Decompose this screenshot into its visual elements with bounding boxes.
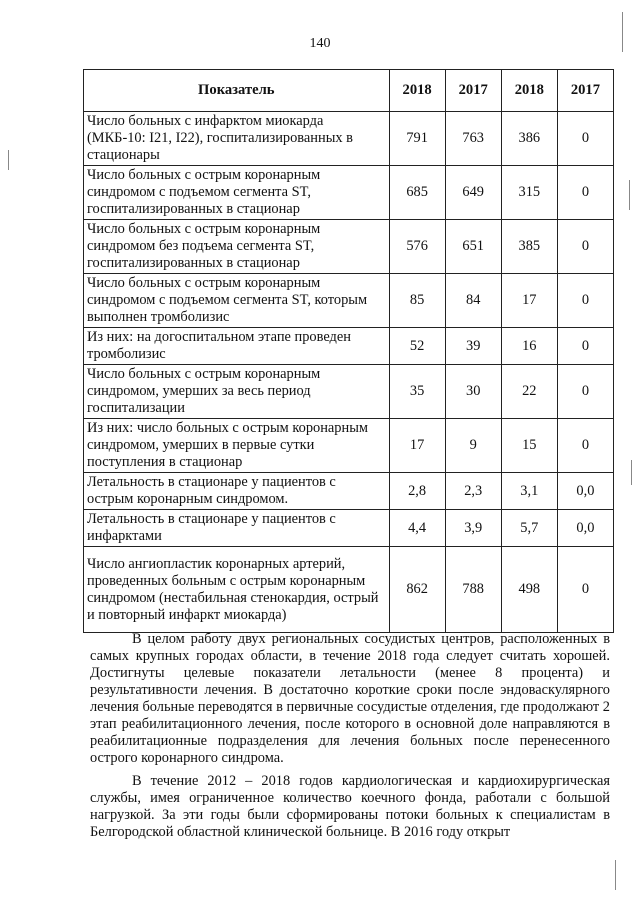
cell-value: 0 — [557, 547, 613, 633]
statistics-table — [83, 69, 614, 633]
cell-value: 2,8 — [389, 473, 445, 510]
row-label: Из них: на догоспитальном этапе проведен тромболизис — [84, 328, 390, 365]
table-row — [84, 274, 614, 328]
cell-value: 30 — [445, 365, 501, 419]
row-label: Число больных с острым коронарным синдромом с подъемом сегмента ST, госпитализированных в стационар — [84, 166, 390, 220]
table-row — [84, 112, 614, 166]
header-year: 2017 — [557, 70, 613, 112]
cell-value: 576 — [389, 220, 445, 274]
cell-value: 0 — [557, 166, 613, 220]
table-row — [84, 419, 614, 473]
cell-value: 3,1 — [501, 473, 557, 510]
header-year: 2018 — [501, 70, 557, 112]
cell-value: 685 — [389, 166, 445, 220]
row-label: Число больных с острым коронарным синдромом с подъемом сегмента ST, которым выполнен тромболизис — [84, 274, 390, 328]
body-text — [90, 631, 610, 847]
table-row — [84, 220, 614, 274]
cell-value: 16 — [501, 328, 557, 365]
cell-value: 17 — [501, 274, 557, 328]
cell-value: 22 — [501, 365, 557, 419]
cell-value: 862 — [389, 547, 445, 633]
cell-value: 0 — [557, 274, 613, 328]
row-label: Число больных с острым коронарным синдромом без подъема сегмента ST, госпитализированных в стационар — [84, 220, 390, 274]
paragraph: В течение 2012 – 2018 годов кардиологическая и кардиохирургическая службы, имея ограниченное количество коечного фонда, работали с большой нагрузкой. За эти годы были сформированы потоки больных к специалистам в Белгородской областной клинической больнице. В 2016 году открыт — [90, 773, 610, 840]
cell-value: 84 — [445, 274, 501, 328]
scan-artifact — [629, 180, 630, 210]
row-label: Число больных с инфарктом миокарда (МКБ-10: I21, I22), госпитализированных в стационары — [84, 112, 390, 166]
cell-value: 0 — [557, 220, 613, 274]
cell-value: 0 — [557, 112, 613, 166]
cell-value: 4,4 — [389, 510, 445, 547]
cell-value: 649 — [445, 166, 501, 220]
cell-value: 3,9 — [445, 510, 501, 547]
cell-value: 763 — [445, 112, 501, 166]
cell-value: 2,3 — [445, 473, 501, 510]
header-year: 2018 — [389, 70, 445, 112]
row-label: Число ангиопластик коронарных артерий, проведенных больным с острым коронарным синдромом (нестабильная стенокардия, острый и повторный инфаркт миокарда) — [84, 547, 390, 633]
page-number: 140 — [309, 36, 331, 51]
cell-value: 0 — [557, 419, 613, 473]
header-indicator: Показатель — [84, 70, 390, 112]
cell-value: 52 — [389, 328, 445, 365]
cell-value: 39 — [445, 328, 501, 365]
table-row — [84, 547, 614, 633]
cell-value: 0,0 — [557, 473, 613, 510]
table-row — [84, 473, 614, 510]
row-label: Летальность в стационаре у пациентов с острым коронарным синдромом. — [84, 473, 390, 510]
scan-artifact — [8, 150, 9, 170]
scan-artifact — [622, 12, 623, 52]
cell-value: 0 — [557, 365, 613, 419]
cell-value: 0 — [557, 328, 613, 365]
cell-value: 498 — [501, 547, 557, 633]
cell-value: 5,7 — [501, 510, 557, 547]
cell-value: 788 — [445, 547, 501, 633]
scan-artifact — [631, 460, 632, 485]
table-header-row — [84, 70, 614, 112]
table-row — [84, 328, 614, 365]
cell-value: 385 — [501, 220, 557, 274]
table-row — [84, 510, 614, 547]
scan-artifact — [615, 860, 616, 890]
cell-value: 0,0 — [557, 510, 613, 547]
table-row — [84, 365, 614, 419]
header-year: 2017 — [445, 70, 501, 112]
row-label: Число больных с острым коронарным синдромом, умерших за весь период госпитализации — [84, 365, 390, 419]
cell-value: 315 — [501, 166, 557, 220]
cell-value: 85 — [389, 274, 445, 328]
cell-value: 791 — [389, 112, 445, 166]
cell-value: 651 — [445, 220, 501, 274]
cell-value: 9 — [445, 419, 501, 473]
table-row — [84, 166, 614, 220]
cell-value: 17 — [389, 419, 445, 473]
cell-value: 15 — [501, 419, 557, 473]
row-label: Летальность в стационаре у пациентов с инфарктами — [84, 510, 390, 547]
cell-value: 386 — [501, 112, 557, 166]
row-label: Из них: число больных с острым коронарным синдромом, умерших в первые сутки поступления в стационар — [84, 419, 390, 473]
paragraph: В целом работу двух региональных сосудистых центров, расположенных в самых крупных городах области, в течение 2018 года следует считать хорошей. Достигнуты целевые показатели летальности (менее 8 процента) и результативности лечения. В достаточно короткие сроки после эндоваскулярного лечения больные переводятся в первичные сосудистые отделения, где продолжают 2 этап реабилитационного лечения, после которого в основной доле направляются в реабилитационные подразделения для лечения больных после перенесенного острого коронарного синдрома. — [90, 631, 610, 766]
cell-value: 35 — [389, 365, 445, 419]
